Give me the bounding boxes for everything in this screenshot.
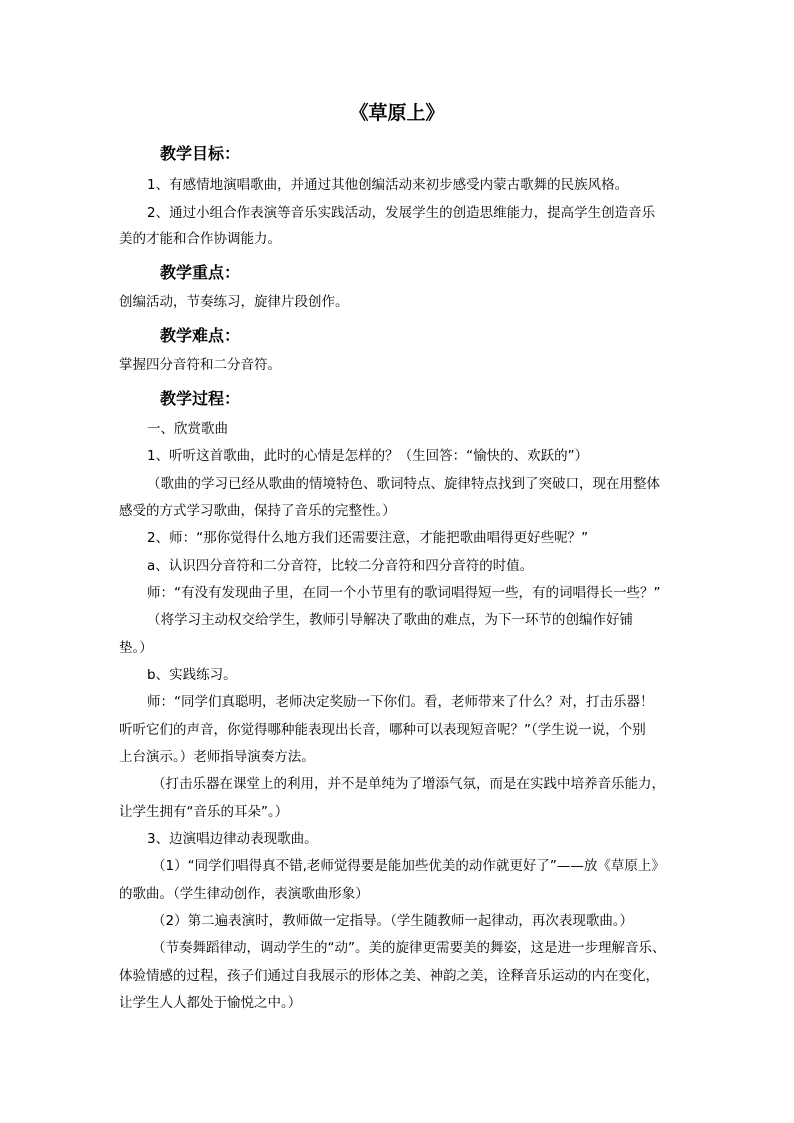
text-line: 师：“有没有发现曲子里，在同一个小节里有的歌词唱得短一些，有的词唱得长一些？” bbox=[147, 585, 661, 601]
text-line: 上台演示。）老师指导演奏方法。 bbox=[119, 749, 315, 765]
text-line: b、实践练习。 bbox=[147, 667, 237, 683]
text-line: 美的才能和合作协调能力。 bbox=[119, 231, 281, 247]
text-line: 体验情感的过程，孩子们通过自我展示的形体之美、神韵之美，诠释音乐运动的内在变化， bbox=[119, 968, 659, 984]
text-line: 1、有感情地演唱歌曲，并通过其他创编活动来初步感受内蒙古歌舞的民族风格。 bbox=[147, 177, 629, 193]
text-line: （节奏舞蹈律动，调动学生的“动”。美的旋律更需要美的舞姿，这是进一步理解音乐、 bbox=[152, 940, 666, 956]
text-line: 创编活动，节奏练习，旋律片段创作。 bbox=[119, 294, 349, 310]
text-line: 让学生人人都处于愉悦之中。） bbox=[119, 995, 302, 1011]
text-line: 3、边演唱边律动表现歌曲。 bbox=[147, 831, 318, 847]
text-line: 1、听听这首歌曲，此时的心情是怎样的？（生回答：“愉快的、欢跃的”） bbox=[147, 448, 589, 464]
text-line: 垫。） bbox=[119, 640, 153, 656]
text-line: 2、师：“那你觉得什么地方我们还需要注意，才能把歌曲唱得更好些呢？” bbox=[147, 530, 589, 546]
text-line: （2）第二遍表演时，教师做一定指导。（学生随教师一起律动，再次表现歌曲。） bbox=[152, 913, 634, 929]
text-line: 掌握四分音符和二分音符。 bbox=[119, 357, 281, 373]
text-line: （1）“同学们唱得真不错,老师觉得要是能加些优美的动作就更好了”——放《草原上》 bbox=[152, 858, 665, 874]
text-line: 2、通过小组合作表演等音乐实践活动，发展学生的创造思维能力，提高学生创造音乐 bbox=[147, 205, 656, 221]
text-line: a、认识四分音符和二分音符，比较二分音符和四分音符的时值。 bbox=[147, 558, 534, 574]
heading-teaching-difficulty: 教学难点： bbox=[160, 326, 241, 345]
text-line: 让学生拥有“音乐的耳朵”。） bbox=[119, 804, 289, 820]
text-line: （歌曲的学习已经从歌曲的情境特色、歌词特点、旋律特点找到了突破口，现在用整体 bbox=[147, 476, 660, 492]
text-line: 师：“同学们真聪明，老师决定奖励一下你们。看，老师带来了什么？对，打击乐器！ bbox=[147, 694, 654, 710]
text-line: 感受的方式学习歌曲，保持了音乐的完整性。） bbox=[119, 503, 396, 519]
text-line: 一、欣赏歌曲 bbox=[147, 421, 228, 437]
text-line: （将学习主动权交给学生，教师引导解决了歌曲的难点，为下一环节的创编作好铺 bbox=[147, 612, 633, 628]
text-line: 听听它们的声音，你觉得哪种能表现出长音，哪种可以表现短音呢？”（学生说一说，个别 bbox=[119, 722, 646, 738]
text-line: （打击乐器在课堂上的利用，并不是单纯为了增添气氛，而是在实践中培养音乐能力， bbox=[152, 776, 665, 792]
heading-teaching-goals: 教学目标： bbox=[160, 144, 241, 163]
heading-teaching-process: 教学过程： bbox=[160, 389, 241, 408]
heading-teaching-focus: 教学重点： bbox=[160, 263, 241, 282]
document-title: 《草原上》 bbox=[349, 102, 445, 124]
text-line: 的歌曲。（学生律动创作，表演歌曲形象） bbox=[119, 886, 369, 902]
